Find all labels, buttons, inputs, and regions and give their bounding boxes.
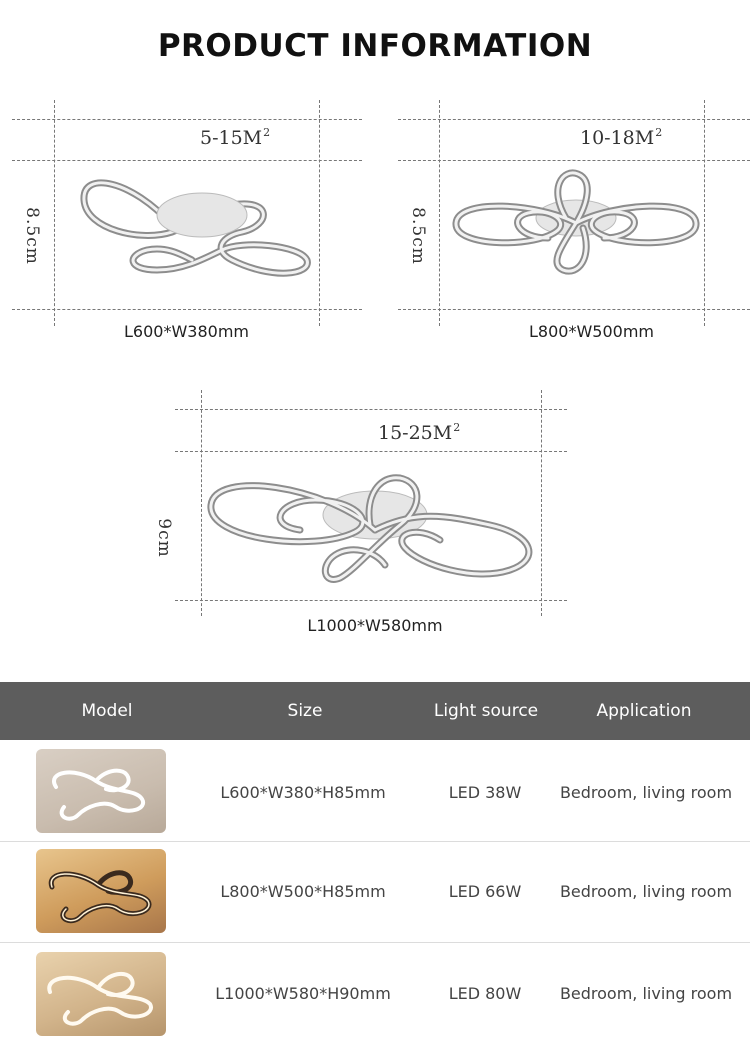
column-header-light-source: Light source <box>433 701 539 721</box>
light-source-cell: LED 80W <box>448 984 522 1003</box>
table-row <box>0 841 750 942</box>
dimension-line <box>12 160 362 161</box>
product-thumbnail <box>36 849 166 933</box>
product-thumbnail <box>36 749 166 833</box>
dimension-line <box>541 390 542 616</box>
column-header-model: Model <box>81 701 133 721</box>
light-source-cell: LED 66W <box>448 882 522 901</box>
height-label: 9cm <box>154 518 174 558</box>
dimension-line <box>398 309 750 310</box>
dimension-line <box>175 600 567 601</box>
dimension-line <box>398 119 750 120</box>
coverage-area-label: $5-15M^2$ <box>200 126 271 149</box>
dimension-line <box>175 409 567 410</box>
table-row <box>0 740 750 841</box>
column-header-application: Application <box>596 701 692 721</box>
dimensions-label: L800*W500mm <box>529 322 654 341</box>
dimension-line <box>12 119 362 120</box>
column-header-size: Size <box>287 701 323 721</box>
application-cell: Bedroom, living room <box>559 783 733 802</box>
lamp-drawing-large <box>205 470 539 588</box>
dimension-line <box>12 309 362 310</box>
dimension-line <box>439 100 440 326</box>
dimensions-label: L600*W380mm <box>124 322 249 341</box>
light-source-cell: LED 38W <box>448 783 522 802</box>
application-cell: Bedroom, living room <box>559 984 733 1003</box>
height-label: 8.5cm <box>408 207 428 265</box>
coverage-area-label: $10-18M^2$ <box>580 126 663 149</box>
product-thumbnail <box>36 952 166 1036</box>
size-cell: L600*W380*H85mm <box>220 783 386 802</box>
dimension-line <box>398 160 750 161</box>
dimension-line <box>201 390 202 616</box>
lamp-drawing-small <box>72 170 317 300</box>
dimension-line <box>54 100 55 326</box>
page-title: PRODUCT INFORMATION <box>157 28 593 64</box>
table-header <box>0 682 750 740</box>
size-cell: L800*W500*H85mm <box>220 882 386 901</box>
size-cell: L1000*W580*H90mm <box>215 984 391 1003</box>
dimension-line <box>704 100 705 326</box>
dimension-line <box>175 451 567 452</box>
application-cell: Bedroom, living room <box>559 882 733 901</box>
lamp-drawing-medium <box>448 168 702 276</box>
dimensions-label: L1000*W580mm <box>307 616 443 635</box>
table-row <box>0 942 750 1043</box>
dimension-line <box>319 100 320 326</box>
coverage-area-label: $15-25M^2$ <box>378 421 461 444</box>
height-label: 8.5cm <box>22 207 42 265</box>
